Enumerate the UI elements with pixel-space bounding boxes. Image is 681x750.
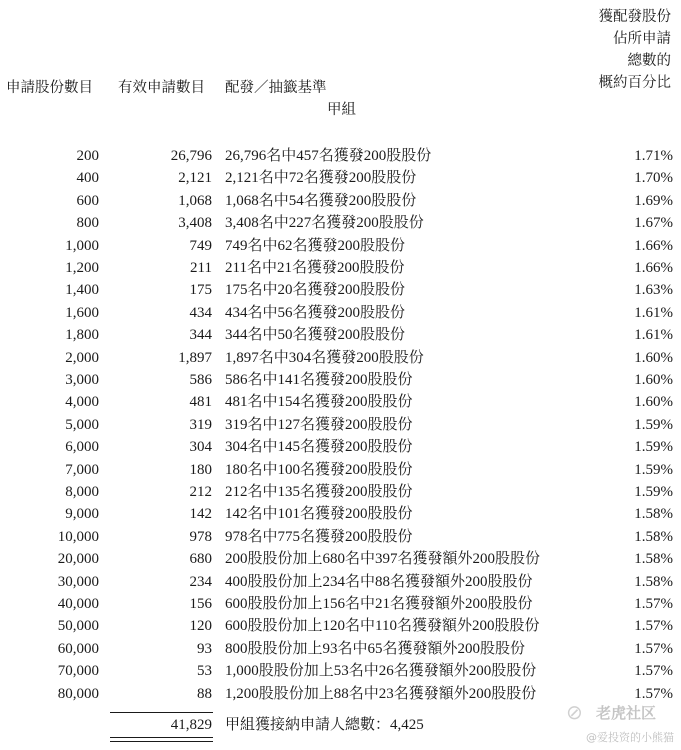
total-successful-applicants: 甲組獲接納申請人總數：4,425 [225, 717, 424, 733]
shares-applied-cell: 1,600 [65, 304, 99, 321]
table-row [0, 436, 681, 458]
valid-applications-cell: 156 [189, 596, 212, 612]
total-valid-applications: 41,829 [170, 717, 212, 733]
header-pct-line: 獲配發股份 [598, 9, 671, 25]
valid-applications-cell: 749 [189, 237, 212, 254]
shares-applied-cell: 6,000 [65, 439, 99, 456]
valid-applications-cell: 344 [189, 327, 212, 344]
basis-of-allotment-cell: 142名中101名獲發200股股份 [225, 506, 413, 523]
table-row [0, 235, 681, 257]
header-basis-of-allotment: 配發／抽籤基準 [225, 80, 327, 96]
shares-applied-cell: 60,000 [57, 640, 99, 657]
basis-of-allotment-cell: 481名中154名獲發200股股份 [225, 394, 413, 411]
valid-applications-cell: 26,796 [170, 148, 212, 164]
table-row [0, 279, 681, 301]
shares-applied-cell: 4,000 [65, 394, 99, 411]
shares-applied-cell: 3,000 [65, 372, 99, 388]
basis-of-allotment-cell: 1,068名中54名獲發200股股份 [225, 192, 417, 209]
total-double-rule [110, 741, 213, 742]
basis-of-allotment-cell: 3,408名中227名獲發200股股份 [225, 215, 424, 232]
approx-percentage-cell: 1.59% [634, 416, 673, 433]
approx-percentage-cell: 1.71% [634, 148, 673, 164]
approx-percentage-cell: 1.57% [634, 618, 673, 635]
shares-applied-cell: 200 [76, 148, 99, 164]
valid-applications-cell: 319 [189, 416, 212, 433]
approx-percentage-cell: 1.67% [634, 215, 673, 232]
watermark-logo-icon: ⊘ [566, 700, 583, 724]
valid-applications-cell: 88 [197, 685, 212, 702]
approx-percentage-cell: 1.63% [634, 282, 673, 299]
approx-percentage-cell: 1.66% [634, 237, 673, 254]
shares-applied-cell: 1,400 [65, 282, 99, 299]
basis-of-allotment-cell: 211名中21名獲發200股股份 [225, 260, 405, 276]
valid-applications-cell: 212 [189, 484, 212, 500]
valid-applications-cell: 211 [190, 260, 212, 276]
shares-applied-cell: 1,000 [65, 237, 99, 254]
approx-percentage-cell: 1.58% [634, 506, 673, 523]
approx-percentage-cell: 1.60% [634, 394, 673, 411]
valid-applications-cell: 1,897 [178, 349, 212, 366]
basis-of-allotment-cell: 749名中62名獲發200股股份 [225, 237, 406, 254]
basis-of-allotment-cell: 978名中775名獲發200股股份 [225, 528, 413, 545]
header-pct-line: 總數的 [627, 53, 671, 69]
total-double-rule [110, 737, 213, 738]
valid-applications-cell: 53 [197, 663, 212, 680]
approx-percentage-cell: 1.70% [634, 170, 673, 187]
approx-percentage-cell: 1.58% [634, 573, 673, 590]
table-row [0, 190, 681, 212]
basis-of-allotment-cell: 26,796名中457名獲發200股股份 [225, 148, 432, 164]
basis-of-allotment-cell: 2,121名中72名獲發200股股份 [225, 170, 417, 187]
header-shares-applied: 申請股份數目 [6, 80, 93, 96]
approx-percentage-cell: 1.61% [634, 304, 673, 321]
valid-applications-cell: 2,121 [178, 170, 212, 187]
table-row [0, 347, 681, 369]
basis-of-allotment-cell: 200股股份加上680名中397名獲發額外200股股份 [225, 551, 541, 568]
basis-of-allotment-cell: 586名中141名獲發200股股份 [225, 372, 413, 388]
shares-applied-cell: 70,000 [57, 663, 99, 680]
approx-percentage-cell: 1.57% [634, 663, 673, 680]
shares-applied-cell: 600 [76, 192, 99, 209]
valid-applications-cell: 1,068 [178, 192, 212, 209]
shares-applied-cell: 50,000 [57, 618, 99, 635]
shares-applied-cell: 9,000 [65, 506, 99, 523]
watermark-text: 老虎社区 [596, 704, 657, 722]
basis-of-allotment-cell: 304名中145名獲發200股股份 [225, 439, 413, 456]
basis-of-allotment-cell: 434名中56名獲發200股股份 [225, 304, 406, 321]
approx-percentage-cell: 1.59% [634, 484, 673, 500]
approx-percentage-cell: 1.57% [634, 640, 673, 657]
table-row [0, 459, 681, 481]
shares-applied-cell: 80,000 [57, 685, 99, 702]
valid-applications-cell: 120 [189, 618, 212, 635]
shares-applied-cell: 30,000 [57, 573, 99, 590]
basis-of-allotment-cell: 1,200股股份加上88名中23名獲發額外200股股份 [225, 685, 537, 702]
table-row [0, 257, 681, 279]
table-row [0, 391, 681, 413]
header-pct-line: 佔所申請 [613, 31, 671, 47]
header-pct-line: 概約百分比 [598, 75, 671, 91]
valid-applications-cell: 978 [189, 528, 212, 545]
approx-percentage-cell: 1.59% [634, 439, 673, 456]
header-group: 甲組 [327, 102, 356, 118]
header-approx-percentage [599, 6, 672, 94]
valid-applications-cell: 434 [189, 304, 212, 321]
shares-applied-cell: 10,000 [57, 528, 99, 545]
shares-applied-cell: 1,200 [65, 260, 99, 276]
table-row [0, 212, 681, 234]
valid-applications-cell: 3,408 [178, 215, 212, 232]
approx-percentage-cell: 1.61% [634, 327, 673, 344]
basis-of-allotment-cell: 319名中127名獲發200股股份 [225, 416, 413, 433]
table-row [0, 571, 681, 593]
watermark-handle: @爱投资的小熊猫 [586, 731, 674, 744]
approx-percentage-cell: 1.66% [634, 260, 673, 276]
table-row [0, 302, 681, 324]
table-row [0, 167, 681, 189]
valid-applications-cell: 175 [189, 282, 212, 299]
valid-applications-cell: 234 [189, 573, 212, 590]
table-row [0, 526, 681, 548]
shares-applied-cell: 1,800 [65, 327, 99, 344]
valid-applications-cell: 481 [189, 394, 212, 411]
valid-applications-cell: 180 [189, 461, 212, 478]
basis-of-allotment-cell: 175名中20名獲發200股股份 [225, 282, 406, 299]
shares-applied-cell: 20,000 [57, 551, 99, 568]
total-rule-top [110, 712, 213, 713]
shares-applied-cell: 800 [76, 215, 99, 232]
valid-applications-cell: 142 [189, 506, 212, 523]
shares-applied-cell: 40,000 [57, 596, 99, 612]
valid-applications-cell: 304 [189, 439, 212, 456]
basis-of-allotment-cell: 344名中50名獲發200股股份 [225, 327, 406, 344]
basis-of-allotment-cell: 400股股份加上234名中88名獲發額外200股股份 [225, 573, 533, 590]
approx-percentage-cell: 1.58% [634, 528, 673, 545]
table-row [0, 615, 681, 637]
approx-percentage-cell: 1.58% [634, 551, 673, 568]
approx-percentage-cell: 1.57% [634, 685, 673, 702]
table-row [0, 548, 681, 570]
table-row [0, 369, 681, 391]
table-row [0, 660, 681, 682]
approx-percentage-cell: 1.69% [634, 192, 673, 209]
approx-percentage-cell: 1.57% [634, 596, 673, 612]
approx-percentage-cell: 1.59% [634, 461, 673, 478]
basis-of-allotment-cell: 800股股份加上93名中65名獲發額外200股股份 [225, 640, 526, 657]
header-valid-applications: 有效申請數目 [118, 80, 205, 96]
shares-applied-cell: 400 [76, 170, 99, 187]
basis-of-allotment-cell: 600股股份加上156名中21名獲發額外200股股份 [225, 596, 533, 612]
table-row [0, 324, 681, 346]
shares-applied-cell: 5,000 [65, 416, 99, 433]
basis-of-allotment-cell: 1,897名中304名獲發200股股份 [225, 349, 424, 366]
table-row [0, 503, 681, 525]
approx-percentage-cell: 1.60% [634, 372, 673, 388]
table-row [0, 145, 681, 167]
valid-applications-cell: 93 [197, 640, 212, 657]
shares-applied-cell: 7,000 [65, 461, 99, 478]
table-row [0, 593, 681, 615]
table-row [0, 638, 681, 660]
basis-of-allotment-cell: 600股股份加上120名中110名獲發額外200股股份 [225, 618, 540, 635]
table-row [0, 414, 681, 436]
shares-applied-cell: 8,000 [65, 484, 99, 500]
valid-applications-cell: 586 [189, 372, 212, 388]
basis-of-allotment-cell: 212名中135名獲發200股股份 [225, 484, 413, 500]
basis-of-allotment-cell: 180名中100名獲發200股股份 [225, 461, 413, 478]
shares-applied-cell: 2,000 [65, 349, 99, 366]
basis-of-allotment-cell: 1,000股股份加上53名中26名獲發額外200股股份 [225, 663, 537, 680]
approx-percentage-cell: 1.60% [634, 349, 673, 366]
table-row [0, 481, 681, 503]
valid-applications-cell: 680 [189, 551, 212, 568]
